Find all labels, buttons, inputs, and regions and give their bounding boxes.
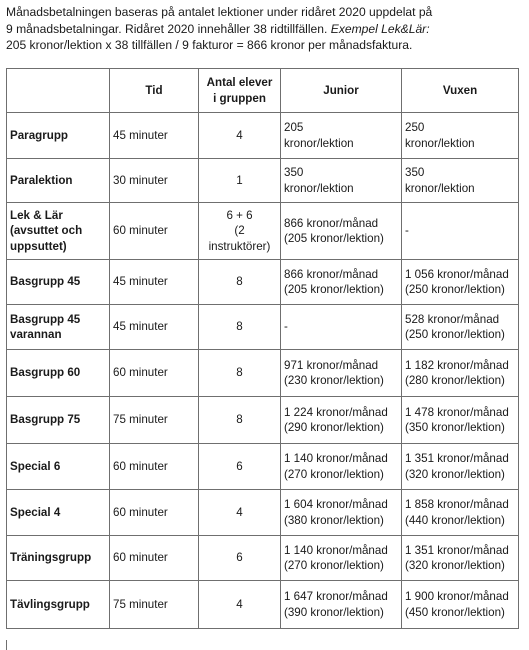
- group-name-cell: [7, 113, 110, 159]
- junior-price-line: 866 kronor/månad: [284, 267, 379, 281]
- group-size-cell: [199, 113, 281, 159]
- adult-price-line: (440 kronor/lektion): [405, 513, 505, 527]
- group-size: 8: [236, 366, 243, 380]
- junior-price-line: kronor/lektion: [284, 181, 354, 195]
- group-name-line: Lek & Lär: [10, 208, 63, 222]
- junior-price-line: 1 647 kronor/månad: [284, 590, 388, 604]
- adult-price-cell: [402, 305, 519, 350]
- adult-price-line: kronor/lektion: [405, 181, 475, 195]
- table-header-row: [7, 69, 519, 113]
- group-size: 4: [236, 128, 243, 142]
- duration-cell: [110, 159, 199, 203]
- adult-price-cell: [402, 581, 519, 629]
- duration: 75 minuter: [113, 413, 168, 427]
- group-size-cell: [199, 536, 281, 581]
- duration: 45 minuter: [113, 128, 168, 142]
- group-name-cell: [7, 260, 110, 305]
- price-table: [6, 68, 519, 629]
- junior-price-line: 350: [284, 166, 304, 180]
- group-name-cell: [7, 397, 110, 444]
- duration: 60 minuter: [113, 551, 168, 565]
- header-antal: [199, 69, 281, 113]
- table-edge-line: [6, 640, 7, 650]
- duration: 60 minuter: [113, 224, 168, 238]
- junior-price-line: (230 kronor/lektion): [284, 374, 384, 387]
- adult-price-line: 1 858 kronor/månad: [405, 498, 509, 512]
- group-size-cell: [199, 444, 281, 490]
- adult-price-cell: [402, 397, 519, 444]
- adult-price-line: 1 182 kronor/månad: [405, 358, 509, 372]
- group-size: 8: [236, 320, 243, 334]
- group-name-cell: [7, 581, 110, 629]
- adult-price-cell: [402, 536, 519, 581]
- group-size: 8: [236, 413, 243, 427]
- intro-line-1: Månadsbetalningen baseras på antalet lektioner under ridåret 2020 uppdelat på: [6, 5, 433, 19]
- junior-price-cell: [281, 581, 402, 629]
- group-name-cell: [7, 305, 110, 350]
- group-size-cell: [199, 490, 281, 536]
- duration-cell: [110, 305, 199, 350]
- adult-price-cell: [402, 203, 519, 260]
- junior-price-cell: [281, 397, 402, 444]
- duration-cell: [110, 397, 199, 444]
- junior-price-line: 1 140 kronor/månad: [284, 452, 388, 466]
- table-body: [7, 113, 519, 629]
- group-name-line: (avsuttet och: [10, 224, 83, 238]
- junior-price-line: (205 kronor/lektion): [284, 283, 384, 296]
- adult-price-line: 1 900 kronor/månad: [405, 590, 509, 604]
- table-row: [7, 536, 519, 581]
- header-antal-line-1: Antal elever: [206, 76, 273, 90]
- adult-price-line: 1 478 kronor/månad: [405, 405, 509, 419]
- table-row: [7, 350, 519, 397]
- group-size: 6: [236, 459, 243, 473]
- header-vuxen: Vuxen: [402, 69, 519, 113]
- table-row: [7, 490, 519, 536]
- group-size-cell: [199, 260, 281, 305]
- group-size: 1: [236, 173, 243, 187]
- junior-price-cell: [281, 203, 402, 260]
- adult-price-cell: [402, 260, 519, 305]
- header-group: [7, 69, 110, 113]
- group-name: Basgrupp 45: [10, 275, 81, 289]
- group-size-line: (2: [234, 224, 245, 238]
- group-size-cell: [199, 203, 281, 260]
- duration: 45 minuter: [113, 275, 168, 289]
- group-name-cell: [7, 490, 110, 536]
- intro-line-2: 9 månadsbetalningar. Ridåret 2020 innehåller 38 ridtillfällen.: [6, 21, 328, 36]
- adult-price-line: 1 351 kronor/månad: [405, 452, 509, 466]
- group-name-cell: [7, 536, 110, 581]
- group-size-cell: [199, 305, 281, 350]
- group-name: Special 4: [10, 505, 61, 519]
- table-row: [7, 397, 519, 444]
- adult-price-line: (280 kronor/lektion): [405, 374, 505, 387]
- junior-price-line: kronor/lektion: [284, 136, 354, 150]
- duration: 60 minuter: [113, 505, 168, 519]
- adult-price-line: (250 kronor/lektion): [405, 328, 505, 341]
- junior-price-line: 1 604 kronor/månad: [284, 498, 388, 512]
- header-antal-line-2: i gruppen: [213, 91, 266, 105]
- group-size-cell: [199, 581, 281, 629]
- table-row: [7, 203, 519, 260]
- junior-price-line: 1 224 kronor/månad: [284, 405, 388, 419]
- adult-price-cell: [402, 113, 519, 159]
- duration-cell: [110, 581, 199, 629]
- adult-price-line: 528 kronor/månad: [405, 312, 500, 326]
- adult-price-line: 250: [405, 121, 425, 135]
- group-size-cell: [199, 397, 281, 444]
- adult-price-cell: [402, 490, 519, 536]
- adult-price-cell: [402, 444, 519, 490]
- adult-price-line: (320 kronor/lektion): [405, 467, 505, 481]
- junior-price-cell: [281, 490, 402, 536]
- duration-cell: [110, 536, 199, 581]
- adult-price: -: [405, 224, 409, 238]
- group-name-cell: [7, 203, 110, 260]
- adult-price-line: kronor/lektion: [405, 136, 475, 150]
- group-name: Tävlingsgrupp: [10, 597, 90, 611]
- duration-cell: [110, 350, 199, 397]
- junior-price-cell: [281, 260, 402, 305]
- junior-price-cell: [281, 350, 402, 397]
- group-name: Träningsgrupp: [10, 551, 92, 565]
- junior-price-cell: [281, 159, 402, 203]
- group-name: Basgrupp 75: [10, 413, 81, 427]
- group-name: Special 6: [10, 459, 61, 473]
- group-size-cell: [199, 159, 281, 203]
- group-size: 8: [236, 275, 243, 289]
- group-name: Paralektion: [10, 173, 73, 187]
- group-name-line: uppsuttet): [10, 239, 67, 253]
- junior-price-line: (380 kronor/lektion): [284, 513, 384, 527]
- adult-price-cell: [402, 159, 519, 203]
- adult-price-cell: [402, 350, 519, 397]
- junior-price-line: 1 140 kronor/månad: [284, 543, 388, 557]
- junior-price-line: 205: [284, 121, 304, 135]
- duration: 60 minuter: [113, 459, 168, 473]
- table-row: [7, 260, 519, 305]
- group-name-line: varannan: [10, 328, 62, 341]
- duration-cell: [110, 113, 199, 159]
- duration: 60 minuter: [113, 366, 168, 380]
- adult-price-line: (320 kronor/lektion): [405, 559, 505, 572]
- group-size-line: 6 + 6: [226, 208, 253, 222]
- table-row: [7, 113, 519, 159]
- intro-text: [6, 4, 521, 54]
- adult-price-line: 1 056 kronor/månad: [405, 267, 509, 281]
- intro-line-3: 205 kronor/lektion x 38 tillfällen / 9 fakturor = 866 kronor per månadsfaktura.: [6, 38, 413, 52]
- junior-price-line: 866 kronor/månad: [284, 216, 379, 230]
- group-size-cell: [199, 350, 281, 397]
- duration-cell: [110, 490, 199, 536]
- junior-price-line: 971 kronor/månad: [284, 358, 379, 372]
- header-tid: Tid: [110, 69, 199, 113]
- duration: 45 minuter: [113, 320, 168, 334]
- table-row: [7, 305, 519, 350]
- adult-price-line: (250 kronor/lektion): [405, 283, 505, 296]
- duration: 75 minuter: [113, 597, 168, 611]
- group-size: 4: [236, 505, 243, 519]
- junior-price-cell: [281, 305, 402, 350]
- adult-price-line: 350: [405, 166, 425, 180]
- junior-price-line: (205 kronor/lektion): [284, 232, 384, 245]
- junior-price-line: (290 kronor/lektion): [284, 421, 384, 434]
- group-size-line: instruktörer): [208, 239, 271, 253]
- adult-price-line: 1 351 kronor/månad: [405, 543, 509, 557]
- group-name: Basgrupp 60: [10, 366, 81, 380]
- group-name-cell: [7, 444, 110, 490]
- junior-price-cell: [281, 536, 402, 581]
- duration: 30 minuter: [113, 173, 168, 187]
- group-name-line: Basgrupp 45: [10, 312, 81, 326]
- intro-example-label: Exempel Lek&Lär:: [330, 21, 430, 36]
- group-size: 6: [236, 551, 243, 565]
- junior-price: -: [284, 320, 288, 334]
- group-name-cell: [7, 350, 110, 397]
- junior-price-cell: [281, 444, 402, 490]
- group-name: Paragrupp: [10, 128, 68, 142]
- group-size: 4: [236, 597, 243, 611]
- table-row: [7, 581, 519, 629]
- duration-cell: [110, 444, 199, 490]
- duration-cell: [110, 203, 199, 260]
- junior-price-line: (270 kronor/lektion): [284, 467, 384, 481]
- junior-price-line: (390 kronor/lektion): [284, 605, 384, 619]
- adult-price-line: (350 kronor/lektion): [405, 421, 505, 434]
- junior-price-cell: [281, 113, 402, 159]
- header-junior: Junior: [281, 69, 402, 113]
- junior-price-line: (270 kronor/lektion): [284, 559, 384, 572]
- table-row: [7, 159, 519, 203]
- table-row: [7, 444, 519, 490]
- adult-price-line: (450 kronor/lektion): [405, 605, 505, 619]
- duration-cell: [110, 260, 199, 305]
- group-name-cell: [7, 159, 110, 203]
